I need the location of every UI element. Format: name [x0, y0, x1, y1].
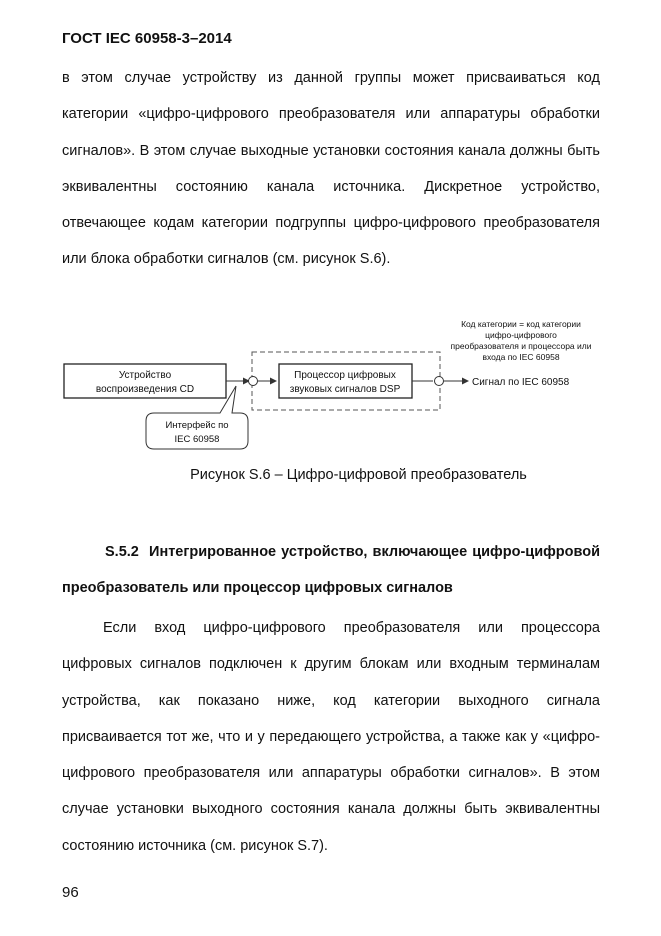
category-note-line1: Код категории = код категории	[461, 319, 581, 329]
output-signal-label: Сигнал по IEC 60958	[472, 377, 570, 388]
interface-callout-line2: IEC 60958	[174, 434, 220, 445]
page-number: 96	[62, 884, 79, 901]
section-title-text: Интегрированное устройство, включающее цифро-цифровой преобразователь или процессор цифровых сигналов	[62, 544, 600, 596]
category-note-line3: преобразователя и процессора или	[450, 341, 592, 351]
cd-box-line1: Устройство	[118, 370, 172, 381]
section-heading	[62, 534, 600, 606]
category-note-line2: цифро-цифрового	[485, 330, 557, 340]
dsp-box-line2: звуковых сигналов DSP	[289, 384, 401, 395]
cd-box-line2: воспроизведения CD	[95, 384, 195, 395]
figure-caption: Рисунок S.6 – Цифро-цифровой преобразователь	[190, 467, 527, 483]
document-header: ГОСТ IEC 60958-3–2014	[62, 30, 232, 47]
input-connector-icon	[249, 377, 258, 386]
dsp-box-line1: Процессор цифровых	[294, 370, 396, 381]
section-number: S.5.2	[105, 544, 139, 560]
output-connector-icon	[435, 377, 444, 386]
body-paragraph-1: в этом случае устройству из данной группы может присваиваться код категории «цифро-цифрового преобразователя или аппаратуры обработки сигналов». В этом случае выходные установки состояния канала должны быть эквивалентны состоянию канала источника. Дискретное устройство, отвечающее кодам категории подгруппы цифро-цифрового преобразователя или блока обработки сигналов (см. рисунок S.6).	[62, 70, 600, 268]
interface-callout-line1: Интерфейс по	[165, 420, 229, 431]
category-note-line4: входа по IEC 60958	[482, 352, 560, 362]
body-paragraph-2: Если вход цифро-цифрового преобразователя или процессора цифровых сигналов подключен к другим блокам или входным терминалам устройства, как показано ниже, код категории выходного сигнала присваивается тот же, что и у передающего устройства, а также как у «цифро-цифрового преобразователя или аппаратуры обработки сигналов». В этом случае установки выходного состояния канала должны быть эквивалентны состоянию источника (см. рисунок S.7).	[62, 620, 600, 854]
